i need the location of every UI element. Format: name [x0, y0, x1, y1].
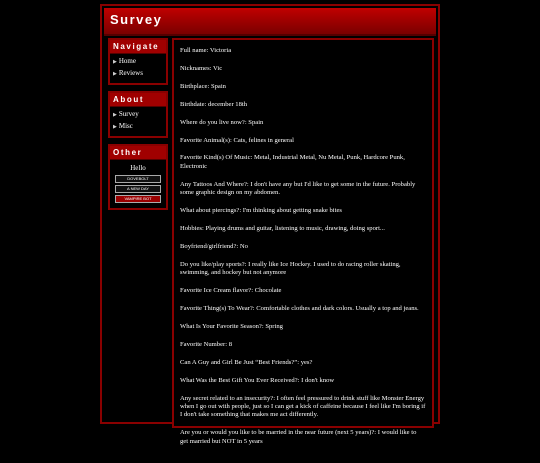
nav-item-label: Survey: [118, 110, 139, 118]
triangle-right-icon: ▶: [113, 125, 117, 130]
survey-entry: Nicknames: Vic: [180, 64, 223, 72]
survey-entry: Can A Guy and Girl Be Just “Best Friends?”: yes?: [180, 358, 313, 366]
survey-content: [172, 38, 434, 445]
survey-entry: Favorite Ice Cream flavor?: Chocolate: [180, 287, 282, 295]
survey-entry: Hobbies: Playing drums and guitar, listening to music, drawing, doing sport...: [180, 224, 385, 232]
navigate-heading: Navigate: [110, 40, 166, 54]
survey-entry: Favorite Thing(s) To Wear?: Comfortable clothes and dark colors. Usually a top and jeans.: [180, 305, 419, 312]
survey-entry: Full name: Victoria: [180, 47, 232, 54]
survey-entry: Birthplace: Spain: [180, 82, 226, 90]
hello-text: Hello: [130, 164, 146, 172]
survey-entry: Favorite Kind(s) Of Music: Metal, Industrial Metal, Nu Metal, Punk, Hardcore Punk, Electronic: [180, 154, 405, 170]
survey-entry: Are you or would you like to be married in the near future (next 5 years)?: I would like to get married but NOT in 5 years: [180, 429, 417, 445]
survey-entry: Birthdate: december 18th: [180, 100, 248, 108]
site-title: Survey: [110, 12, 163, 27]
nav-item-label: Reviews: [118, 69, 143, 77]
nav-item-survey[interactable]: [112, 109, 164, 121]
nav-item-label: Home: [118, 57, 136, 65]
survey-entry: What Is Your Favorite Season?: Spring: [180, 322, 283, 330]
survey-entry: Boyfriend/girlfriend?: No: [180, 242, 248, 250]
sidebar: [108, 38, 168, 216]
nav-item-label: Misc: [118, 122, 133, 130]
triangle-right-icon: ▶: [113, 60, 117, 65]
survey-entry: Do you like/play sports?: I really like Ice Hockey. I used to do racing roller skating, swimming, and hockey but not anymore: [180, 260, 401, 277]
triangle-right-icon: ▶: [113, 72, 117, 77]
nav-item-misc[interactable]: [112, 121, 164, 133]
triangle-right-icon: ▶: [113, 113, 117, 118]
a-new-day-button[interactable]: A NEW DAY: [115, 185, 161, 193]
about-box: [108, 91, 168, 138]
survey-entry: Any secret related to an insecurity?: I often feel pressured to drink stuff like Monster Energy when I go out with people, just so I can get a kick of caffeine because I feel like I'm boring if I don't take something that makes me act differently.: [180, 394, 426, 419]
page-frame: [100, 4, 440, 445]
survey-entry: Any Tattoos And Where?: I don't have any but I'd like to get some in the future. Probably some graphic design on my abdomen.: [180, 180, 416, 197]
survey-entry: What about piercings?: I'm thinking about getting snake bites: [180, 207, 342, 215]
other-box: [108, 144, 168, 210]
vampire-bot-button[interactable]: VAMPIRE BOT: [115, 195, 161, 203]
dovebolt-button[interactable]: DOVEBOLT: [115, 175, 161, 183]
survey-entry: Where do you live now?: Spain: [180, 118, 264, 126]
site-header: [104, 8, 436, 36]
survey-entry: Favorite Number: 8: [180, 340, 233, 348]
nav-item-reviews[interactable]: [112, 68, 164, 80]
about-heading: About: [110, 93, 166, 107]
nav-item-home[interactable]: [112, 56, 164, 68]
survey-entry: Favorite Animal(s): Cats, felines in general: [180, 136, 294, 144]
survey-entry: What Was the Best Gift You Ever Received?: I don't know: [180, 376, 335, 384]
navigate-box: [108, 38, 168, 85]
other-heading: Other: [110, 146, 166, 160]
